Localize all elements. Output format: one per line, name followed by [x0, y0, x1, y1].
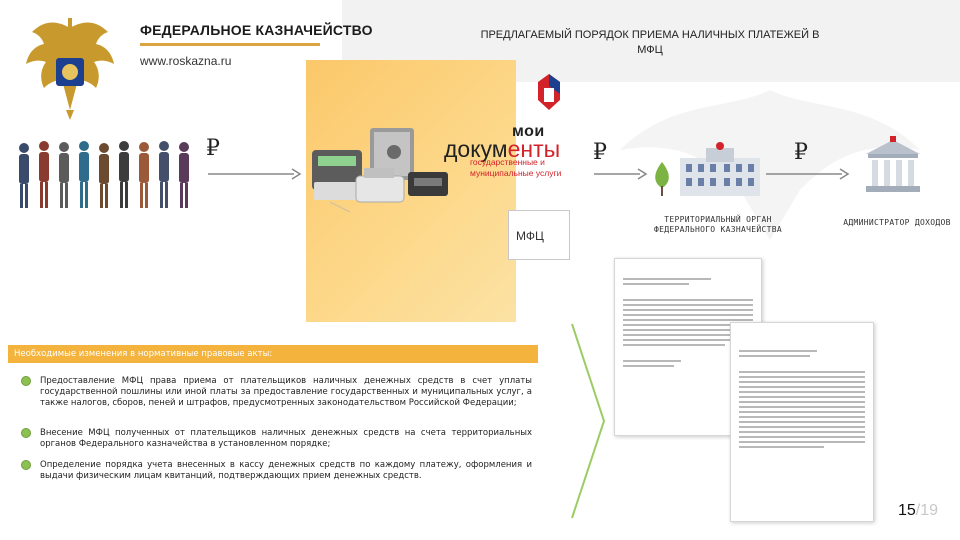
brand-word-documents: документы: [444, 136, 561, 162]
org-url: www.roskazna.ru: [140, 54, 232, 68]
ruble-sign-3: ₽: [794, 140, 808, 165]
bullet-dot-icon: [21, 460, 31, 470]
list-item: Предоставление МФЦ права приема от плательщиков наличных денежных средств в счет уплаты государственной пошлины или иной платы за предоставление государственных и муниципальных услуг, а также налогов, сборов, пеней и штрафов, предусмотренных законодательством Российской Федерации;: [24, 376, 532, 409]
bullet-dot-icon: [21, 428, 31, 438]
org-name: ФЕДЕРАЛЬНОЕ КАЗНАЧЕЙСТВО: [140, 22, 373, 38]
mfc-label: МФЦ: [516, 229, 544, 243]
my-documents-logo-icon: [536, 72, 562, 112]
brand-subtitle: государственные и муниципальные услуги: [470, 157, 562, 178]
treasury-building-icon: [676, 140, 764, 196]
arrow-right-icon: [594, 166, 648, 182]
org-name-underline: [140, 43, 320, 46]
arrow-right-icon: [766, 166, 850, 182]
page-number: 15/19: [898, 502, 939, 519]
double-headed-eagle-emblem-icon: [22, 14, 118, 124]
chevron-right-icon: [570, 322, 606, 520]
brand-word-moi: мои: [512, 123, 545, 140]
slide-title: ПРЕДЛАГАЕМЫЙ ПОРЯДОК ПРИЕМА НАЛИЧНЫХ ПЛАТЕЖЕЙ В МФЦ: [480, 29, 820, 56]
document-preview-2: [730, 322, 874, 522]
ruble-sign-1: ₽: [206, 136, 220, 161]
treasury-label: ТЕРРИТОРИАЛЬНЫЙ ОРГАН ФЕДЕРАЛЬНОГО КАЗНАЧЕЙСТВА: [654, 215, 782, 234]
list-item: Определение порядка учета внесенных в кассу денежных средств по каждому платежу, оформления и выдачи физическим лицам квитанций, подтверждающих прием денежных средств.: [24, 460, 532, 482]
bullet-dot-icon: [21, 376, 31, 386]
payers-crowd-icon: [14, 138, 204, 210]
tree-icon: [650, 160, 674, 196]
bank-building-icon: [862, 136, 924, 198]
changes-heading: Необходимые изменения в нормативные правовые акты:: [14, 349, 273, 359]
arrow-right-icon: [208, 166, 302, 182]
list-item: Внесение МФЦ полученных от плательщиков наличных денежных средств на счета территориальных органов Федерального казначейства в установленном порядке;: [24, 428, 532, 450]
ruble-sign-2: ₽: [593, 140, 607, 165]
admin-label: АДМИНИСТРАТОР ДОХОДОВ: [843, 218, 951, 227]
